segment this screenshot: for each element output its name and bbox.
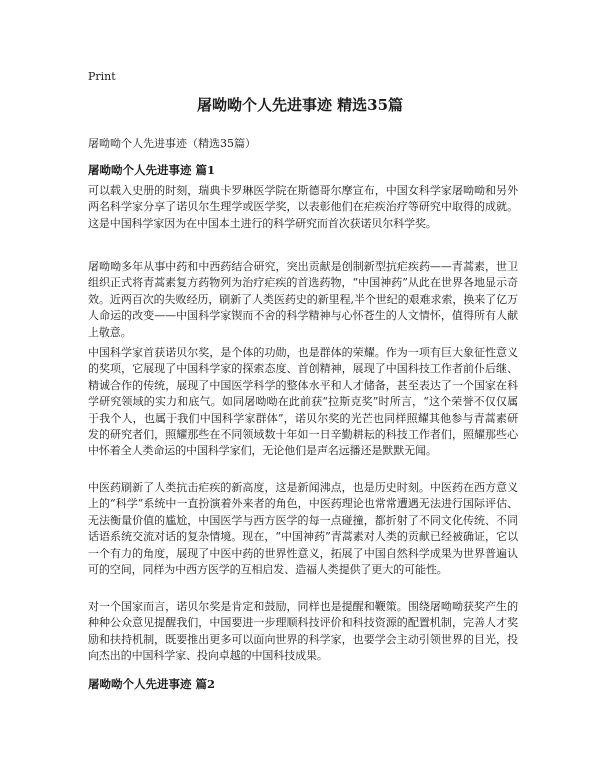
document-title: 屠呦呦个人先进事迹 精选35篇 bbox=[196, 96, 404, 114]
section-heading-1: 屠呦呦个人先进事迹 篇1 bbox=[88, 163, 216, 177]
paragraph: 中医药刷新了人类抗击疟疾的新高度，这是新闻沸点，也是历史时刻。中医药在西方意义上的“科学”系统中一直扮演着外来者的角色，中医药理论也常常遭遇无法进行国际评估、无法衡量价值的尴尬，中国医学与西方医学的每一点碰撞，都折射了不同文化传统、不同话语系统交流对话的复杂情境。现在，“中国神药”青蒿素对人类的贡献已经被确证，它以一个有力的角度，展现了中医中药的世界性意义，拓展了中国自然科学成果为世界普遍认可的空间，同样为中西方医学的互相启发、造福人类提供了更大的可能性。 bbox=[88, 481, 518, 577]
paragraph: 对一个国家而言，诺贝尔奖是肯定和鼓励，同样也是提醒和鞭策。围绕屠呦呦获奖产生的种种公众意见提醒我们，中国要进一步理顺科技评价和科技资源的配置机制，完善人才奖励和扶持机制，既要推出更多可以面向世界的科学家，也要学会主动引领世界的目光，投向杰出的中国科学家、投向卓越的中国科技成果。 bbox=[88, 600, 518, 663]
document-subtitle: 屠呦呦个人先进事迹（精选35篇） bbox=[88, 137, 256, 150]
paragraph: 可以载入史册的时刻，瑞典卡罗琳医学院在斯德哥尔摩宣布，中国女科学家屠呦呦和另外两名科学家分享了诺贝尔生理学或医学奖，以表彰他们在疟疾治疗等研究中取得的成就。这是中国科学家因为在中国本土进行的科学研究而首次获诺贝尔科学奖。 bbox=[88, 184, 518, 230]
section-heading-2: 屠呦呦个人先进事迹 篇2 bbox=[88, 677, 216, 691]
paragraph: 中国科学家首获诺贝尔奖，是个体的功勋，也是群体的荣耀。作为一项有巨大象征性意义的奖项，它展现了中国科学家的探索态度、首创精神，展现了中国科技工作者前仆后继、精诚合作的传统，展现了中国医学科学的整体水平和人才储备，甚至表达了一个国家在科学研究领域的实力和底气。如同屠呦呦在此前获“拉斯克奖”时所言，“这个荣誉不仅仅属于我个人，也属于我们中国科学家群体”，诺贝尔奖的光芒也同样照耀其他参与青蒿素研发的研究者们，照耀那些在不同领域数十年如一日辛勤耕耘的科技工作者们，照耀那些心中怀着全人类命运的中国科学家们，无论他们是声名远播还是默默无闻。 bbox=[88, 346, 518, 458]
print-label[interactable]: Print bbox=[88, 70, 116, 83]
paragraph: 屠呦呦多年从事中药和中西药结合研究，突出贡献是创制新型抗疟疾药——青蒿素，世卫组织正式将青蒿素复方药物列为治疗疟疾的首选药物，“中国神药”从此在世界各地显示奇效。近两百次的失败经历，刷新了人类医药史的新里程,半个世纪的艰难求索，换来了亿万人命运的改变——中国科学家锲而不舍的科学精神与心怀苍生的人文情怀，值得所有人献上敬意。 bbox=[88, 260, 518, 339]
